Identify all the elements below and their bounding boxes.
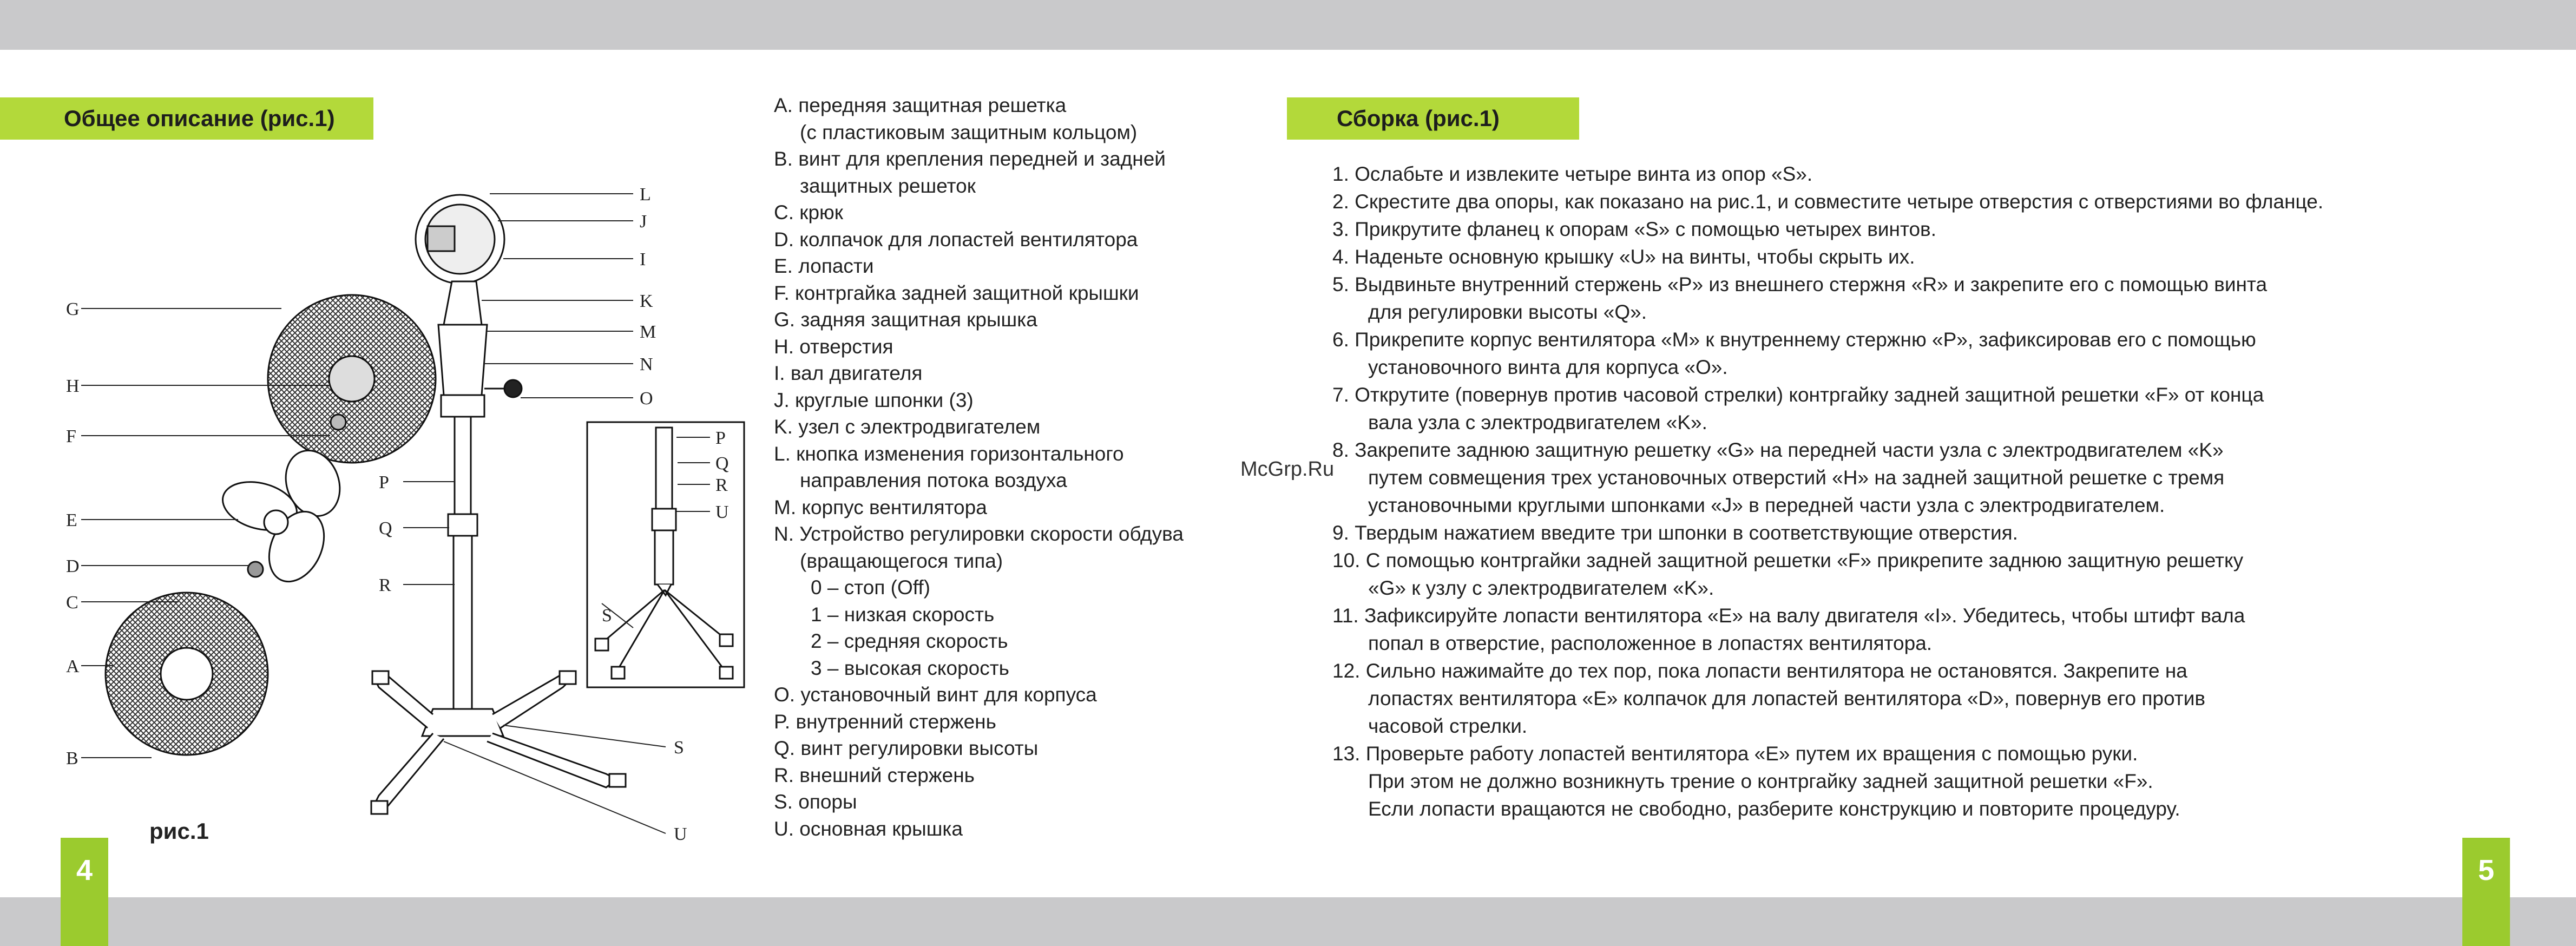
step-line: 4. Наденьте основную крышку «U» на винты, чтобы скрыть их. [1332,246,1915,268]
label-B: B [66,748,78,768]
step-line: путем совмещения трех установочных отверстий «H» на задней защитной решетке с тремя [1368,467,2225,489]
legend-item: Q. винт регулировки высоты [774,737,1039,759]
fan-housing [438,325,487,395]
label-A: A [66,656,80,676]
legend-item: C. крюк [774,201,843,224]
legend-item: E. лопасти [774,255,874,277]
assembly-section-title: Сборка (рис.1) [1287,97,1579,140]
step-line: 9. Твердым нажатием введите три шпонки в соответствующие отверстия. [1332,522,2018,544]
description-section-title: Общее описание (рис.1) [0,97,373,140]
legend-item: F. контргайка задней защитной крышки [774,281,1139,304]
step-line: часовой стрелки. [1368,715,1528,737]
label-E: E [66,510,77,530]
legend-item: A. передняя защитная решетка [774,94,1067,116]
page-number-left: 4 [61,838,108,946]
step-line: 1. Ослабьте и извлеките четыре винта из опор «S». [1332,163,1813,185]
label-F: F [66,426,76,446]
label-H: H [66,376,80,396]
legend-item: D. колпачок для лопастей вентилятора [774,228,1138,251]
step-line: 6. Прикрепите корпус вентилятора «M» к внутреннему стержню «P», зафиксировав его с помощью [1332,329,2256,351]
height-clamp [448,514,477,536]
legend-item: 1 – низкая скорость [811,603,995,626]
fan-diagram [0,0,768,893]
watermark: McGrp.Ru [1240,458,1335,481]
label-J: J [640,212,647,232]
label-N: N [640,354,653,375]
step-line: 2. Скрестите два опоры, как показано на рис.1, и совместите четыре отверстия с отверстиями во фланце. [1332,190,2324,213]
figure-caption: рис.1 [149,818,209,844]
legend-item: 0 – стоп (Off) [811,576,930,599]
label-M: M [640,322,656,342]
page-number-right: 5 [2462,838,2510,946]
outer-rod [454,536,472,709]
legend-item: O. установочный винт для корпуса [774,684,1097,706]
label-U: U [674,824,687,844]
step-line: вала узла с электродвигателем «K». [1368,411,1707,433]
inset-label-R: R [715,475,728,495]
blade-cap [248,562,263,577]
label-P: P [379,472,389,492]
step-line: 3. Прикрутите фланец к опорам «S» с помощью четырех винтов. [1332,218,1936,240]
label-I: I [640,249,646,270]
legend-item: K. узел с электродвигателем [774,416,1041,438]
step-line: 8. Закрепите заднюю защитную решетку «G» на передней части узла с электродвигателем «K» [1332,439,2224,461]
fan-blades [218,443,349,590]
legend-item: 3 – высокая скорость [811,656,1009,679]
label-C: C [66,593,78,613]
label-O: O [640,389,653,409]
legend-item: направления потока воздуха [800,469,1067,491]
label-L: L [640,185,651,205]
step-line: «G» к узлу с электродвигателем «K». [1368,577,1714,599]
step-line: 12. Сильно нажимайте до тех пор, пока лопасти вентилятора не остановятся. Закрепите на [1332,660,2187,682]
step-line: лопастях вентилятора «E» колпачок для лопастей вентилятора «D», повернув его против [1368,687,2206,710]
legend-item: B. винт для крепления передней и задней [774,148,1166,170]
step-line: установочными круглыми шпонками «J» в передней части узла с электродвигателем. [1368,494,2165,516]
step-line: 11. Зафиксируйте лопасти вентилятора «E» на валу двигателя «I». Убедитесь, чтобы штифт вала [1332,605,2245,627]
step-line: попал в отверстие, расположенное в лопастях вентилятора. [1368,632,1933,654]
step-line: 7. Открутите (повернув против часовой стрелки) контргайку задней защитной решетки «F» от конца [1332,384,2264,406]
legend-item: P. внутренний стержень [774,710,996,733]
assembly-steps [1332,160,2496,823]
legend-item: R. внешний стержень [774,764,975,786]
inset-label-Q: Q [715,454,729,474]
legend-item: N. Устройство регулировки скорости обдува [774,523,1184,545]
parts-legend [774,92,1272,842]
legend-item: (с пластиковым защитным кольцом) [800,121,1138,143]
legend-item: L. кнопка изменения горизонтального [774,442,1124,465]
legend-item: H. отверстия [774,335,893,358]
legend-item: U. основная крышка [774,817,963,840]
step-line: При этом не должно возникнуть трение о контргайку задней защитной решетки «F». [1368,770,2153,792]
step-line: 5. Выдвиньте внутренний стержень «P» из внешнего стержня «R» и закрепите его с помощью винта [1332,273,2268,295]
legend-item: 2 – средняя скорость [811,630,1008,652]
inset-label-S: S [602,606,612,626]
inner-rod [455,417,471,514]
step-line: 10. С помощью контргайки задней защитной решетки «F» прикрепите заднюю защитную решетку [1332,549,2244,571]
legend-item: G. задняя защитная крышка [774,308,1037,331]
legend-item: M. корпус вентилятора [774,496,987,518]
step-line: установочного винта для корпуса «O». [1368,356,1728,378]
step-line: Если лопасти вращаются не свободно, разберите конструкцию и повторите процедуру. [1368,798,2180,820]
legend-item: (вращающегося типа) [800,549,1003,572]
label-S: S [674,738,684,758]
label-R: R [379,575,391,595]
label-G: G [66,299,80,319]
legend-item: J. круглые шпонки (3) [774,389,974,411]
label-Q: Q [379,518,392,538]
body-screw [504,380,522,397]
legend-item: защитных решеток [800,174,976,197]
legend-item: S. опоры [774,791,857,813]
step-line: 13. Проверьте работу лопастей вентилятора «E» путем их вращения с помощью руки. [1332,743,2138,765]
inset-label-U: U [715,502,729,522]
label-K: K [640,291,653,311]
legend-item: I. вал двигателя [774,362,923,384]
inset-label-P: P [715,428,726,448]
label-D: D [66,556,80,576]
base-hub [422,709,503,736]
step-line: для регулировки высоты «Q». [1368,301,1647,323]
bottom-band [0,897,2576,946]
